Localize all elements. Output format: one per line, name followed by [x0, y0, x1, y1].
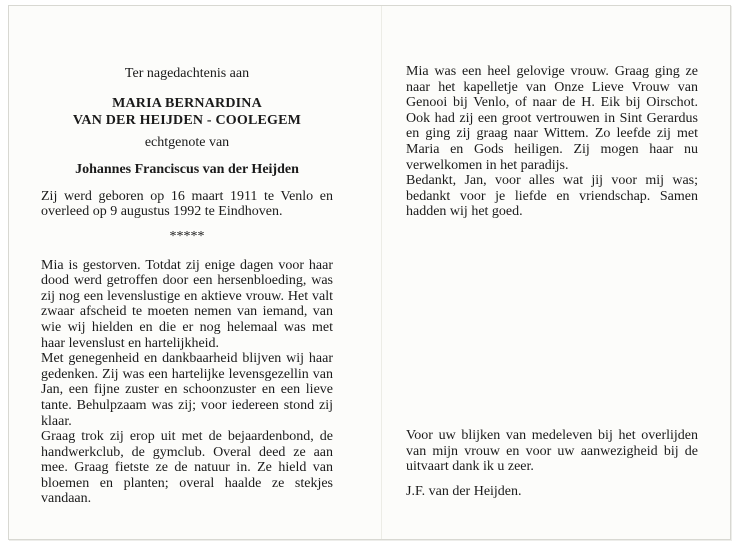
- left-page: [41, 60, 333, 507]
- intro-text: Ter nagedachtenis aan: [124, 66, 250, 81]
- deceased-name-line2: VAN DER HEIJDEN - COOLEGEM: [72, 112, 302, 128]
- paragraph-2: Met genegenheid en dankbaarheid blijven wij haar gedenken. Zij was een hartelijke levensgezellin van Jan, een fijne zuster en schoonzuster en een lieve tante. Behulpzaam was zij; voor iedereen stond zij klaar.: [41, 351, 333, 429]
- card-fold: [381, 6, 382, 539]
- spouse-of-text: echtgenote van: [144, 134, 230, 150]
- birth-death-text: Zij werd geboren op 16 maart 1911 te Venlo en overleed op 9 augustus 1992 te Eindhoven.: [41, 188, 333, 220]
- separator: *****: [169, 228, 205, 244]
- signature: J.F. van der Heijden.: [406, 484, 522, 499]
- deceased-name-line1: MARIA BERNARDINA: [112, 95, 262, 111]
- right-page: [406, 64, 698, 220]
- spouse-name: Johannes Franciscus van der Heijden: [75, 162, 299, 178]
- paragraph-1: Mia is gestorven. Totdat zij enige dagen voor haar dood werd getroffen door een hersenbloeding, was zij nog een levenslustige en aktieve vrouw. Het valt zwaar afscheid te moeten nemen van iemand, van wie wij hielden en die er nog helemaal was met haar levenslust en hartelijkheid.: [41, 257, 333, 351]
- paragraph-faith: Mia was een heel gelovige vrouw. Graag ging ze naar het kapelletje van Onze Lieve Vrouw van Genooi bij Venlo, of naar de H. Eik bij Oirschot. Ook had zij een groot vertrouwen in Sint Gerardus en ging zij graag naar Wittem. Zo leefde zij met Maria en Gods heiligen. Zij mogen haar nu verwelkomen in het paradijs.: [406, 64, 698, 173]
- closing-text: Voor uw blijken van medeleven bij het overlijden van mijn vrouw en voor uw aanwezigheid bij de uitvaart dank ik u zeer.: [406, 428, 698, 475]
- paragraph-3: Graag trok zij erop uit met de bejaardenbond, de handwerkclub, de gymclub. Overal deed ze aan mee. Graag fietste ze de natuur in. Ze hield van bloemen en planten; overal haalde ze stekjes vandaan.: [41, 429, 333, 507]
- paragraph-thanks: Bedankt, Jan, voor alles wat jij voor mij was; bedankt voor je liefde en vriendschap. Samen hadden wij het goed.: [406, 173, 698, 220]
